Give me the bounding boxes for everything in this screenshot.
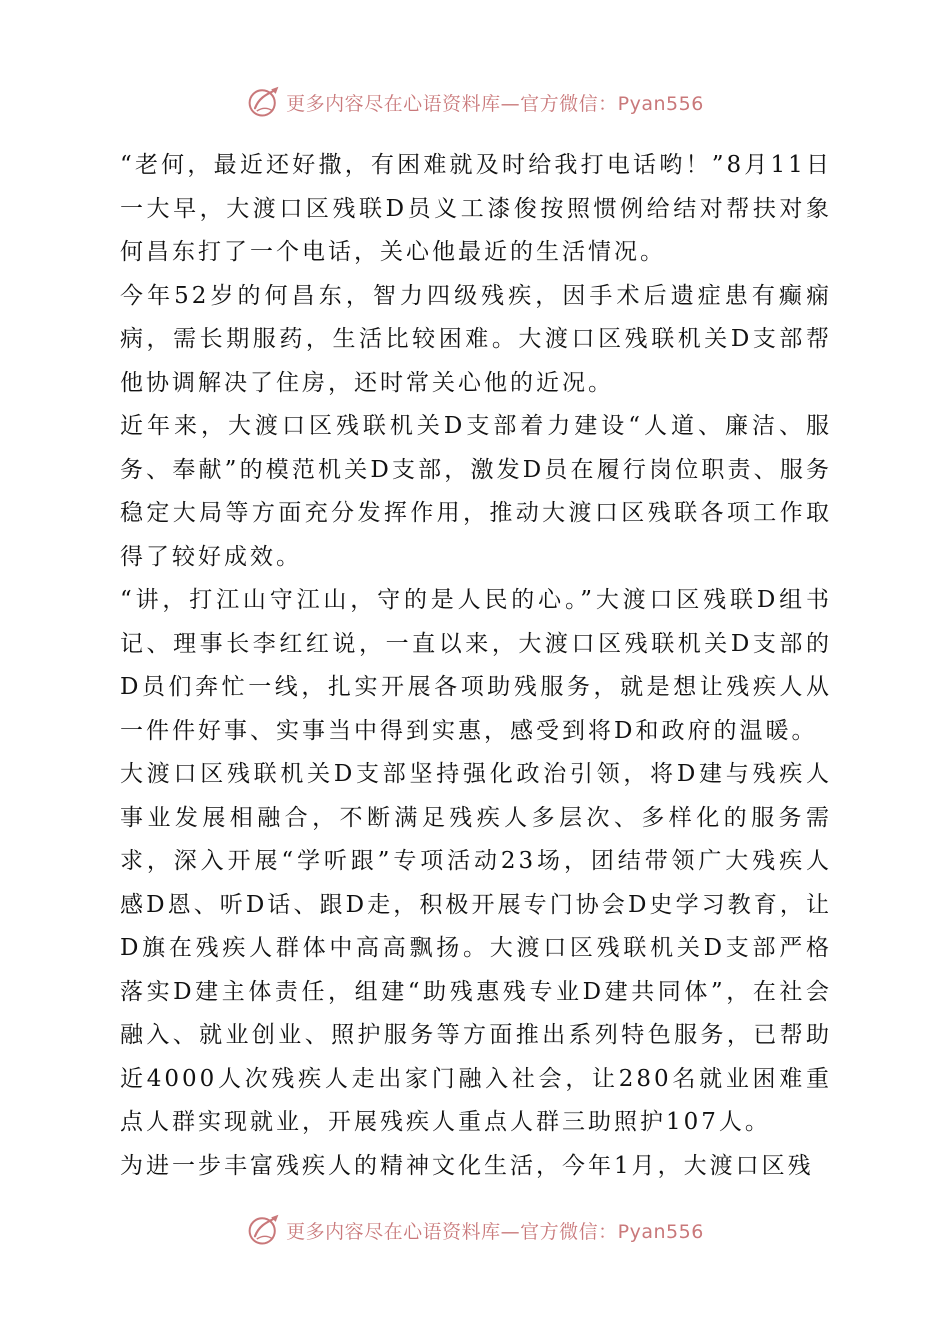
article-paragraph-6: 为进一步丰富残疾人的精神文化生活，今年1月，大渡口区残 — [120, 1152, 814, 1179]
header-banner — [0, 80, 950, 124]
footer-banner — [0, 1208, 950, 1252]
article-paragraph-1: “老何，最近还好撒，有困难就及时给我打电话哟！”8月11日一大早，大渡口区残联D员义工漆俊按照惯例给结对帮扶对象何昌东打了一个电话，关心他最近的生活情况。 — [120, 152, 832, 265]
article-body — [120, 144, 832, 1188]
article-paragraph-5: 大渡口区残联机关D支部坚持强化政治引领，将D建与残疾人事业发展相融合，不断满足残疾人多层次、多样化的服务需求，深入开展“学听跟”专项活动23场，团结带领广大残疾人感D恩、听D话、跟D走，积极开展专门协会D史学习教育，让D旗在残疾人群体中高高飘扬。大渡口区残联机关D支部严格落实D建主体责任，组建“助残惠残专业D建共同体”，在社会融入、就业创业、照护服务等方面推出系列特色服务，已帮助近4000人次残疾人走出家门融入社会，让280名就业困难重点人群实现就业，开展残疾人重点人群三助照护107人。 — [120, 761, 832, 1135]
pen-seal-logo-icon — [246, 84, 282, 120]
article-paragraph-3: 近年来，大渡口区残联机关D支部着力建设“人道、廉洁、服务、奉献”的模范机关D支部，激发D员在履行岗位职责、服务稳定大局等方面充分发挥作用，推动大渡口区残联各项工作取得了较好成效。 — [120, 413, 832, 570]
footer-banner-text: 更多内容尽在心语资料库—官方微信：Pyan556 — [286, 1220, 704, 1243]
article-paragraph-4: “讲，打江山守江山，守的是人民的心。”大渡口区残联D组书记、理事长李红红说，一直以来，大渡口区残联机关D支部的D员们奔忙一线，扎实开展各项助残服务，就是想让残疾人从一件件好事、实事当中得到实惠，感受到将D和政府的温暖。 — [120, 587, 832, 744]
article-paragraph-2: 今年52岁的何昌东，智力四级残疾，因手术后遗症患有癫痫病，需长期服药，生活比较困难。大渡口区残联机关D支部帮他协调解决了住房，还时常关心他的近况。 — [120, 282, 832, 396]
header-banner-text: 更多内容尽在心语资料库—官方微信：Pyan556 — [286, 92, 704, 115]
pen-seal-logo-icon — [246, 1212, 282, 1248]
